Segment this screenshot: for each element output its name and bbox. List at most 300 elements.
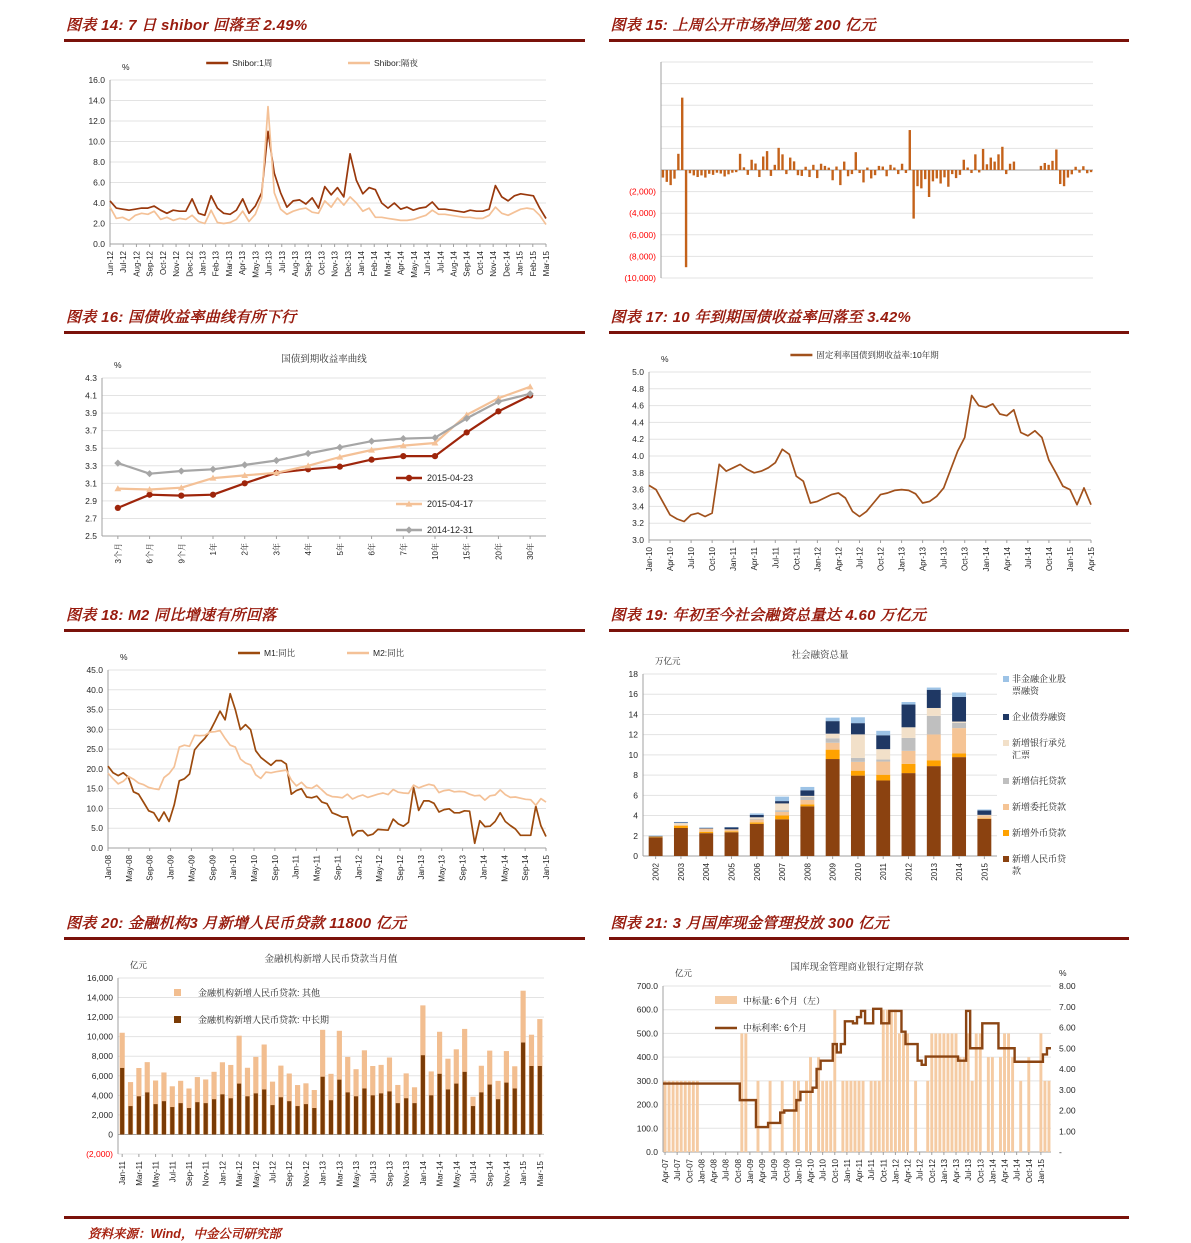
svg-text:2008: 2008 — [803, 862, 812, 880]
svg-text:10年: 10年 — [430, 543, 440, 560]
svg-text:Apr-11: Apr-11 — [750, 546, 759, 570]
svg-text:12,000: 12,000 — [87, 1012, 113, 1022]
svg-text:6年: 6年 — [367, 543, 377, 555]
svg-text:Oct-11: Oct-11 — [792, 546, 801, 570]
svg-text:10,000: 10,000 — [87, 1032, 113, 1042]
svg-text:Feb-15: Feb-15 — [529, 250, 538, 276]
svg-text:亿元: 亿元 — [675, 968, 693, 978]
svg-text:Jan-14: Jan-14 — [419, 1160, 428, 1185]
svg-text:Jan-10: Jan-10 — [645, 546, 654, 571]
svg-text:4.2: 4.2 — [632, 434, 644, 444]
svg-text:9个月: 9个月 — [176, 543, 186, 563]
svg-text:5年: 5年 — [335, 543, 345, 555]
figure-21 — [609, 902, 1130, 1210]
svg-text:2012: 2012 — [904, 862, 913, 880]
svg-text:Jul-11: Jul-11 — [771, 546, 780, 568]
svg-text:3.8: 3.8 — [632, 468, 644, 478]
svg-text:4.0: 4.0 — [632, 451, 644, 461]
svg-text:6.0: 6.0 — [93, 178, 105, 188]
svg-text:2006: 2006 — [752, 862, 761, 880]
svg-text:2年: 2年 — [240, 543, 250, 555]
svg-text:12.0: 12.0 — [88, 116, 105, 126]
chart-18-canvas — [64, 640, 585, 902]
svg-text:Oct-10: Oct-10 — [830, 1158, 839, 1183]
svg-text:Nov-13: Nov-13 — [331, 250, 340, 276]
svg-text:Jun-14: Jun-14 — [423, 250, 432, 275]
svg-text:30.0: 30.0 — [86, 724, 103, 734]
svg-text:Oct-13: Oct-13 — [317, 250, 326, 275]
svg-text:Jan-09: Jan-09 — [745, 1158, 754, 1183]
svg-text:Apr-14: Apr-14 — [1000, 1158, 1009, 1183]
svg-text:2004: 2004 — [702, 862, 711, 880]
svg-text:Jan-13: Jan-13 — [897, 546, 906, 571]
svg-text:Jul-14: Jul-14 — [1023, 546, 1032, 568]
svg-text:100.0: 100.0 — [636, 1123, 658, 1133]
svg-text:8.0: 8.0 — [93, 157, 105, 167]
svg-text:Aug-13: Aug-13 — [291, 250, 300, 276]
svg-text:Sep-11: Sep-11 — [185, 1160, 194, 1186]
chart-14-canvas — [64, 50, 585, 296]
svg-text:金融机构新增人民币贷款: 其他: 金融机构新增人民币贷款: 其他 — [198, 987, 320, 998]
svg-text:May-13: May-13 — [352, 1160, 361, 1187]
svg-text:1.00: 1.00 — [1059, 1126, 1076, 1136]
svg-text:(2,000): (2,000) — [629, 187, 656, 197]
svg-text:6,000: 6,000 — [92, 1071, 114, 1081]
svg-text:May-12: May-12 — [252, 1160, 261, 1187]
svg-text:5.0: 5.0 — [91, 823, 103, 833]
svg-text:May-08: May-08 — [125, 854, 134, 881]
svg-text:票融资: 票融资 — [1012, 685, 1040, 696]
figure-15 — [609, 14, 1130, 296]
svg-text:国库现金管理商业银行定期存款: 国库现金管理商业银行定期存款 — [790, 961, 924, 973]
svg-text:20年: 20年 — [493, 543, 503, 560]
svg-text:May-11: May-11 — [152, 1160, 161, 1187]
chart-19-canvas — [609, 640, 1130, 902]
svg-text:5.00: 5.00 — [1059, 1043, 1076, 1053]
chart-15-canvas — [609, 50, 1130, 296]
svg-text:0.0: 0.0 — [93, 239, 105, 249]
svg-text:May-13: May-13 — [251, 250, 260, 277]
svg-text:14.0: 14.0 — [88, 96, 105, 106]
svg-text:Apr-14: Apr-14 — [1002, 546, 1011, 571]
svg-text:Jul-13: Jul-13 — [964, 1158, 973, 1180]
svg-text:14,000: 14,000 — [87, 993, 113, 1003]
svg-text:Jul-13: Jul-13 — [939, 546, 948, 568]
figure-17 — [609, 296, 1130, 594]
figure-14-title: 图表 14: 7 日 shibor 回落至 2.49% — [64, 14, 585, 42]
chart-16-canvas — [64, 342, 585, 594]
svg-text:Jul-12: Jul-12 — [855, 546, 864, 568]
svg-text:Jan-11: Jan-11 — [292, 854, 301, 878]
svg-text:Oct-13: Oct-13 — [960, 546, 969, 571]
figure-21-title: 图表 21: 3 月国库现金管理投放 300 亿元 — [609, 912, 1130, 940]
svg-text:Sep-12: Sep-12 — [146, 250, 155, 276]
svg-text:M2:同比: M2:同比 — [373, 648, 405, 658]
svg-text:M1:同比: M1:同比 — [264, 648, 296, 658]
svg-text:Jul-14: Jul-14 — [1012, 1158, 1021, 1180]
svg-text:3.1: 3.1 — [85, 478, 97, 488]
svg-text:3.0: 3.0 — [632, 535, 644, 545]
svg-text:Jan-09: Jan-09 — [167, 854, 176, 879]
svg-text:国债到期收益率曲线: 国债到期收益率曲线 — [281, 353, 367, 365]
svg-text:600.0: 600.0 — [636, 1005, 658, 1015]
svg-text:(2,000): (2,000) — [86, 1149, 113, 1159]
svg-text:Sep-09: Sep-09 — [208, 854, 217, 880]
svg-text:Jan-15: Jan-15 — [1065, 546, 1074, 571]
svg-text:Shibor:1周: Shibor:1周 — [232, 58, 272, 68]
svg-text:300.0: 300.0 — [636, 1076, 658, 1086]
svg-text:新增人民币贷: 新增人民币贷 — [1012, 853, 1067, 864]
svg-text:2002: 2002 — [651, 862, 660, 880]
svg-text:Sep-08: Sep-08 — [146, 854, 155, 880]
svg-text:2014: 2014 — [955, 862, 964, 880]
svg-text:Jul-12: Jul-12 — [915, 1158, 924, 1180]
svg-text:Mar-13: Mar-13 — [225, 250, 234, 276]
svg-text:Oct-14: Oct-14 — [1044, 546, 1053, 571]
svg-text:Nov-13: Nov-13 — [402, 1160, 411, 1186]
svg-text:%: % — [1059, 968, 1067, 978]
svg-text:Jan-10: Jan-10 — [794, 1158, 803, 1183]
svg-text:Jan-12: Jan-12 — [891, 1158, 900, 1183]
svg-text:0: 0 — [108, 1129, 113, 1139]
svg-text:Oct-14: Oct-14 — [1024, 1158, 1033, 1183]
source-note: 资料来源：Wind，中金公司研究部 — [88, 1227, 281, 1241]
svg-text:Jul-13: Jul-13 — [369, 1160, 378, 1182]
svg-text:2003: 2003 — [676, 862, 685, 880]
svg-text:Jan-13: Jan-13 — [319, 1160, 328, 1185]
svg-text:Nov-14: Nov-14 — [502, 1160, 511, 1186]
svg-text:Jul-13: Jul-13 — [278, 250, 287, 272]
svg-text:200.0: 200.0 — [636, 1100, 658, 1110]
svg-text:2007: 2007 — [778, 862, 787, 880]
svg-text:4,000: 4,000 — [92, 1090, 114, 1100]
svg-text:Apr-09: Apr-09 — [758, 1158, 767, 1183]
svg-text:May-13: May-13 — [438, 854, 447, 881]
svg-text:Jan-14: Jan-14 — [988, 1158, 997, 1183]
svg-text:Jan-14: Jan-14 — [357, 250, 366, 275]
svg-text:Jul-10: Jul-10 — [818, 1158, 827, 1180]
chart-17-canvas — [609, 342, 1130, 594]
figures-grid — [64, 14, 1129, 1210]
svg-text:2.00: 2.00 — [1059, 1106, 1076, 1116]
figure-18 — [64, 594, 585, 902]
svg-text:1年: 1年 — [208, 543, 218, 555]
svg-text:(6,000): (6,000) — [629, 230, 656, 240]
chart-20-canvas — [64, 948, 585, 1210]
svg-text:Jul-14: Jul-14 — [469, 1160, 478, 1182]
svg-text:Sep-13: Sep-13 — [304, 250, 313, 276]
svg-text:35.0: 35.0 — [86, 705, 103, 715]
svg-text:Mar-13: Mar-13 — [335, 1160, 344, 1186]
figure-15-title: 图表 15: 上周公开市场净回笼 200 亿元 — [609, 14, 1130, 42]
svg-text:15.0: 15.0 — [86, 784, 103, 794]
svg-text:3.9: 3.9 — [85, 408, 97, 418]
svg-text:中标量: 6个月（左）: 中标量: 6个月（左） — [743, 995, 825, 1006]
svg-text:16.0: 16.0 — [88, 75, 105, 85]
svg-text:Jul-08: Jul-08 — [721, 1158, 730, 1180]
svg-text:2.9: 2.9 — [85, 496, 97, 506]
svg-text:固定利率国债到期收益率:10年期: 固定利率国债到期收益率:10年期 — [816, 350, 939, 360]
svg-text:4: 4 — [633, 811, 638, 821]
svg-text:新增委托贷款: 新增委托贷款 — [1012, 801, 1066, 812]
svg-text:4.6: 4.6 — [632, 401, 644, 411]
svg-text:Jan-13: Jan-13 — [939, 1158, 948, 1183]
svg-text:4.8: 4.8 — [632, 384, 644, 394]
svg-text:Mar-15: Mar-15 — [542, 250, 551, 276]
svg-text:3年: 3年 — [271, 543, 281, 555]
svg-text:Sep-13: Sep-13 — [459, 854, 468, 880]
svg-text:Jan-15: Jan-15 — [1036, 1158, 1045, 1183]
svg-text:Nov-11: Nov-11 — [202, 1160, 211, 1186]
svg-text:Jan-15: Jan-15 — [542, 854, 551, 879]
svg-text:2009: 2009 — [828, 862, 837, 880]
svg-text:Apr-11: Apr-11 — [855, 1158, 864, 1182]
svg-text:社会融资总量: 社会融资总量 — [791, 649, 849, 661]
svg-text:Apr-15: Apr-15 — [1087, 546, 1096, 571]
svg-text:(8,000): (8,000) — [629, 251, 656, 261]
svg-text:3.7: 3.7 — [85, 426, 97, 436]
svg-text:2015: 2015 — [980, 862, 989, 880]
svg-text:(4,000): (4,000) — [629, 208, 656, 218]
svg-text:8.00: 8.00 — [1059, 981, 1076, 991]
svg-text:%: % — [114, 360, 122, 370]
svg-text:Mar-14: Mar-14 — [383, 250, 392, 276]
svg-text:Apr-14: Apr-14 — [397, 250, 406, 275]
svg-text:Jan-08: Jan-08 — [104, 854, 113, 879]
svg-text:Apr-13: Apr-13 — [238, 250, 247, 275]
svg-text:金融机构新增人民币贷款: 中长期: 金融机构新增人民币贷款: 中长期 — [198, 1014, 329, 1025]
svg-text:Jan-08: Jan-08 — [697, 1158, 706, 1183]
svg-text:新增外币贷款: 新增外币贷款 — [1012, 827, 1066, 838]
svg-text:Oct-11: Oct-11 — [879, 1158, 888, 1182]
svg-text:6: 6 — [633, 790, 638, 800]
svg-text:40.0: 40.0 — [86, 685, 103, 695]
svg-text:金融机构新增人民币贷款当月值: 金融机构新增人民币贷款当月值 — [264, 953, 398, 965]
svg-text:2014-12-31: 2014-12-31 — [427, 525, 473, 535]
svg-text:Jul-11: Jul-11 — [867, 1158, 876, 1180]
svg-text:Jan-15: Jan-15 — [516, 250, 525, 275]
svg-text:Sep-14: Sep-14 — [486, 1160, 495, 1186]
svg-text:Aug-14: Aug-14 — [450, 250, 459, 276]
svg-text:Dec-13: Dec-13 — [344, 250, 353, 276]
svg-text:May-09: May-09 — [187, 854, 196, 881]
svg-text:2005: 2005 — [727, 862, 736, 880]
svg-text:Oct-08: Oct-08 — [733, 1158, 742, 1183]
svg-text:Jan-11: Jan-11 — [842, 1158, 851, 1182]
svg-text:Dec-14: Dec-14 — [502, 250, 511, 276]
svg-text:Jan-12: Jan-12 — [354, 854, 363, 879]
svg-text:Jul-12: Jul-12 — [269, 1160, 278, 1182]
svg-text:中标利率: 6个月: 中标利率: 6个月 — [743, 1022, 807, 1033]
svg-text:2011: 2011 — [879, 862, 888, 880]
svg-text:Oct-12: Oct-12 — [876, 546, 885, 571]
svg-text:2013: 2013 — [929, 862, 938, 880]
svg-text:Oct-14: Oct-14 — [476, 250, 485, 275]
svg-text:4.0: 4.0 — [93, 198, 105, 208]
svg-text:16,000: 16,000 — [87, 973, 113, 983]
svg-text:May-14: May-14 — [452, 1160, 461, 1187]
svg-text:Jul-10: Jul-10 — [687, 546, 696, 568]
svg-text:Jan-11: Jan-11 — [118, 1160, 127, 1184]
svg-text:-: - — [1059, 1147, 1062, 1157]
svg-text:Jul-07: Jul-07 — [673, 1158, 682, 1180]
svg-text:Aug-12: Aug-12 — [132, 250, 141, 276]
svg-text:3.2: 3.2 — [632, 518, 644, 528]
svg-text:Apr-10: Apr-10 — [806, 1158, 815, 1183]
svg-text:Sep-11: Sep-11 — [333, 854, 342, 880]
svg-text:Mar-15: Mar-15 — [536, 1160, 545, 1186]
svg-text:Feb-13: Feb-13 — [212, 250, 221, 276]
svg-text:Jul-09: Jul-09 — [770, 1158, 779, 1180]
source-divider — [64, 1216, 1129, 1243]
svg-text:汇票: 汇票 — [1012, 750, 1030, 760]
svg-text:Mar-14: Mar-14 — [436, 1160, 445, 1186]
svg-text:Nov-14: Nov-14 — [489, 250, 498, 276]
svg-text:亿元: 亿元 — [130, 960, 148, 970]
svg-text:Sep-10: Sep-10 — [271, 854, 280, 880]
svg-text:Nov-12: Nov-12 — [172, 250, 181, 276]
svg-text:Apr-13: Apr-13 — [918, 546, 927, 571]
svg-text:500.0: 500.0 — [636, 1028, 658, 1038]
svg-text:Oct-12: Oct-12 — [159, 250, 168, 275]
svg-text:Sep-14: Sep-14 — [521, 854, 530, 880]
svg-text:3.6: 3.6 — [632, 485, 644, 495]
svg-text:4年: 4年 — [303, 543, 313, 555]
svg-text:企业债券融资: 企业债券融资 — [1012, 711, 1067, 722]
svg-text:Jan-10: Jan-10 — [229, 854, 238, 879]
svg-text:(10,000): (10,000) — [624, 273, 656, 283]
svg-text:新增信托贷款: 新增信托贷款 — [1012, 775, 1066, 786]
svg-text:5.0: 5.0 — [632, 367, 644, 377]
svg-text:%: % — [122, 62, 130, 72]
svg-text:Jul-12: Jul-12 — [119, 250, 128, 272]
svg-text:Oct-09: Oct-09 — [782, 1158, 791, 1183]
svg-text:4.4: 4.4 — [632, 417, 644, 427]
svg-text:Mar-11: Mar-11 — [135, 1160, 144, 1185]
svg-text:Sep-12: Sep-12 — [285, 1160, 294, 1186]
svg-text:12: 12 — [628, 730, 638, 740]
svg-text:3.3: 3.3 — [85, 461, 97, 471]
svg-text:0.0: 0.0 — [91, 843, 103, 853]
svg-text:May-11: May-11 — [313, 854, 322, 881]
figure-16-title: 图表 16: 国债收益率曲线有所下行 — [64, 306, 585, 334]
svg-text:Jun-12: Jun-12 — [106, 250, 115, 275]
svg-text:4.00: 4.00 — [1059, 1064, 1076, 1074]
svg-text:Apr-13: Apr-13 — [952, 1158, 961, 1183]
svg-text:Shibor:隔夜: Shibor:隔夜 — [374, 58, 418, 68]
figure-19-title: 图表 19: 年初至今社会融资总量达 4.60 万亿元 — [609, 604, 1130, 632]
svg-text:Nov-12: Nov-12 — [302, 1160, 311, 1186]
svg-text:2015-04-17: 2015-04-17 — [427, 499, 473, 509]
svg-text:Apr-12: Apr-12 — [903, 1158, 912, 1183]
svg-text:Sep-13: Sep-13 — [385, 1160, 394, 1186]
svg-text:8: 8 — [633, 770, 638, 780]
svg-text:Sep-12: Sep-12 — [396, 854, 405, 880]
svg-text:30年: 30年 — [525, 543, 535, 560]
svg-text:6.00: 6.00 — [1059, 1023, 1076, 1033]
svg-text:Jan-14: Jan-14 — [981, 546, 990, 571]
svg-text:3.5: 3.5 — [85, 443, 97, 453]
svg-text:15年: 15年 — [462, 543, 472, 560]
svg-text:Jan-15: Jan-15 — [519, 1160, 528, 1185]
svg-text:7.00: 7.00 — [1059, 1002, 1076, 1012]
svg-text:2.7: 2.7 — [85, 513, 97, 523]
svg-text:May-14: May-14 — [410, 250, 419, 277]
svg-text:May-14: May-14 — [500, 854, 509, 881]
figure-14 — [64, 14, 585, 296]
svg-text:14: 14 — [628, 709, 638, 719]
svg-text:700.0: 700.0 — [636, 981, 658, 991]
svg-text:May-12: May-12 — [375, 854, 384, 881]
svg-text:Oct-12: Oct-12 — [927, 1158, 936, 1183]
svg-text:Apr-10: Apr-10 — [666, 546, 675, 571]
svg-text:Jan-13: Jan-13 — [198, 250, 207, 275]
svg-text:万亿元: 万亿元 — [655, 656, 681, 666]
svg-text:Oct-10: Oct-10 — [708, 546, 717, 571]
svg-text:6个月: 6个月 — [145, 543, 155, 563]
svg-text:10.0: 10.0 — [86, 803, 103, 813]
svg-text:%: % — [661, 354, 669, 364]
figure-16 — [64, 296, 585, 594]
svg-text:2,000: 2,000 — [92, 1110, 114, 1120]
svg-text:8,000: 8,000 — [92, 1051, 114, 1061]
svg-text:Apr-12: Apr-12 — [834, 546, 843, 571]
svg-text:20.0: 20.0 — [86, 764, 103, 774]
svg-text:10: 10 — [628, 750, 638, 760]
svg-text:Jul-14: Jul-14 — [436, 250, 445, 272]
svg-text:款: 款 — [1012, 865, 1021, 876]
svg-text:2: 2 — [633, 831, 638, 841]
figure-18-title: 图表 18: M2 同比增速有所回落 — [64, 604, 585, 632]
svg-text:2010: 2010 — [853, 862, 862, 880]
svg-text:%: % — [120, 652, 128, 662]
svg-text:7年: 7年 — [398, 543, 408, 555]
svg-text:4.3: 4.3 — [85, 373, 97, 383]
svg-text:Jan-13: Jan-13 — [417, 854, 426, 879]
chart-21-canvas — [609, 948, 1130, 1210]
svg-text:16: 16 — [628, 689, 638, 699]
svg-text:2015-04-23: 2015-04-23 — [427, 473, 473, 483]
svg-text:新增银行承兑: 新增银行承兑 — [1012, 737, 1066, 748]
svg-text:3个月: 3个月 — [113, 543, 123, 563]
svg-text:0.0: 0.0 — [646, 1147, 658, 1157]
svg-text:3.4: 3.4 — [632, 501, 644, 511]
svg-text:Jul-11: Jul-11 — [168, 1160, 177, 1182]
svg-text:非金融企业股: 非金融企业股 — [1012, 673, 1066, 684]
svg-text:Jan-12: Jan-12 — [813, 546, 822, 571]
svg-text:Apr-08: Apr-08 — [709, 1158, 718, 1183]
svg-text:Mar-12: Mar-12 — [235, 1160, 244, 1186]
svg-text:Oct-13: Oct-13 — [976, 1158, 985, 1183]
svg-text:Feb-14: Feb-14 — [370, 250, 379, 276]
svg-text:10.0: 10.0 — [88, 137, 105, 147]
svg-text:2.0: 2.0 — [93, 219, 105, 229]
svg-text:Oct-07: Oct-07 — [685, 1158, 694, 1183]
figure-17-title: 图表 17: 10 年到期国债收益率回落至 3.42% — [609, 306, 1130, 334]
svg-text:0: 0 — [633, 851, 638, 861]
svg-text:400.0: 400.0 — [636, 1052, 658, 1062]
figure-20 — [64, 902, 585, 1210]
svg-text:45.0: 45.0 — [86, 665, 103, 675]
svg-text:4.1: 4.1 — [85, 391, 97, 401]
svg-text:2.5: 2.5 — [85, 531, 97, 541]
svg-text:18: 18 — [628, 669, 638, 679]
svg-text:Dec-12: Dec-12 — [185, 250, 194, 276]
svg-text:May-10: May-10 — [250, 854, 259, 881]
svg-text:Jan-12: Jan-12 — [218, 1160, 227, 1185]
svg-text:Jun-13: Jun-13 — [265, 250, 274, 275]
svg-text:Sep-14: Sep-14 — [463, 250, 472, 276]
